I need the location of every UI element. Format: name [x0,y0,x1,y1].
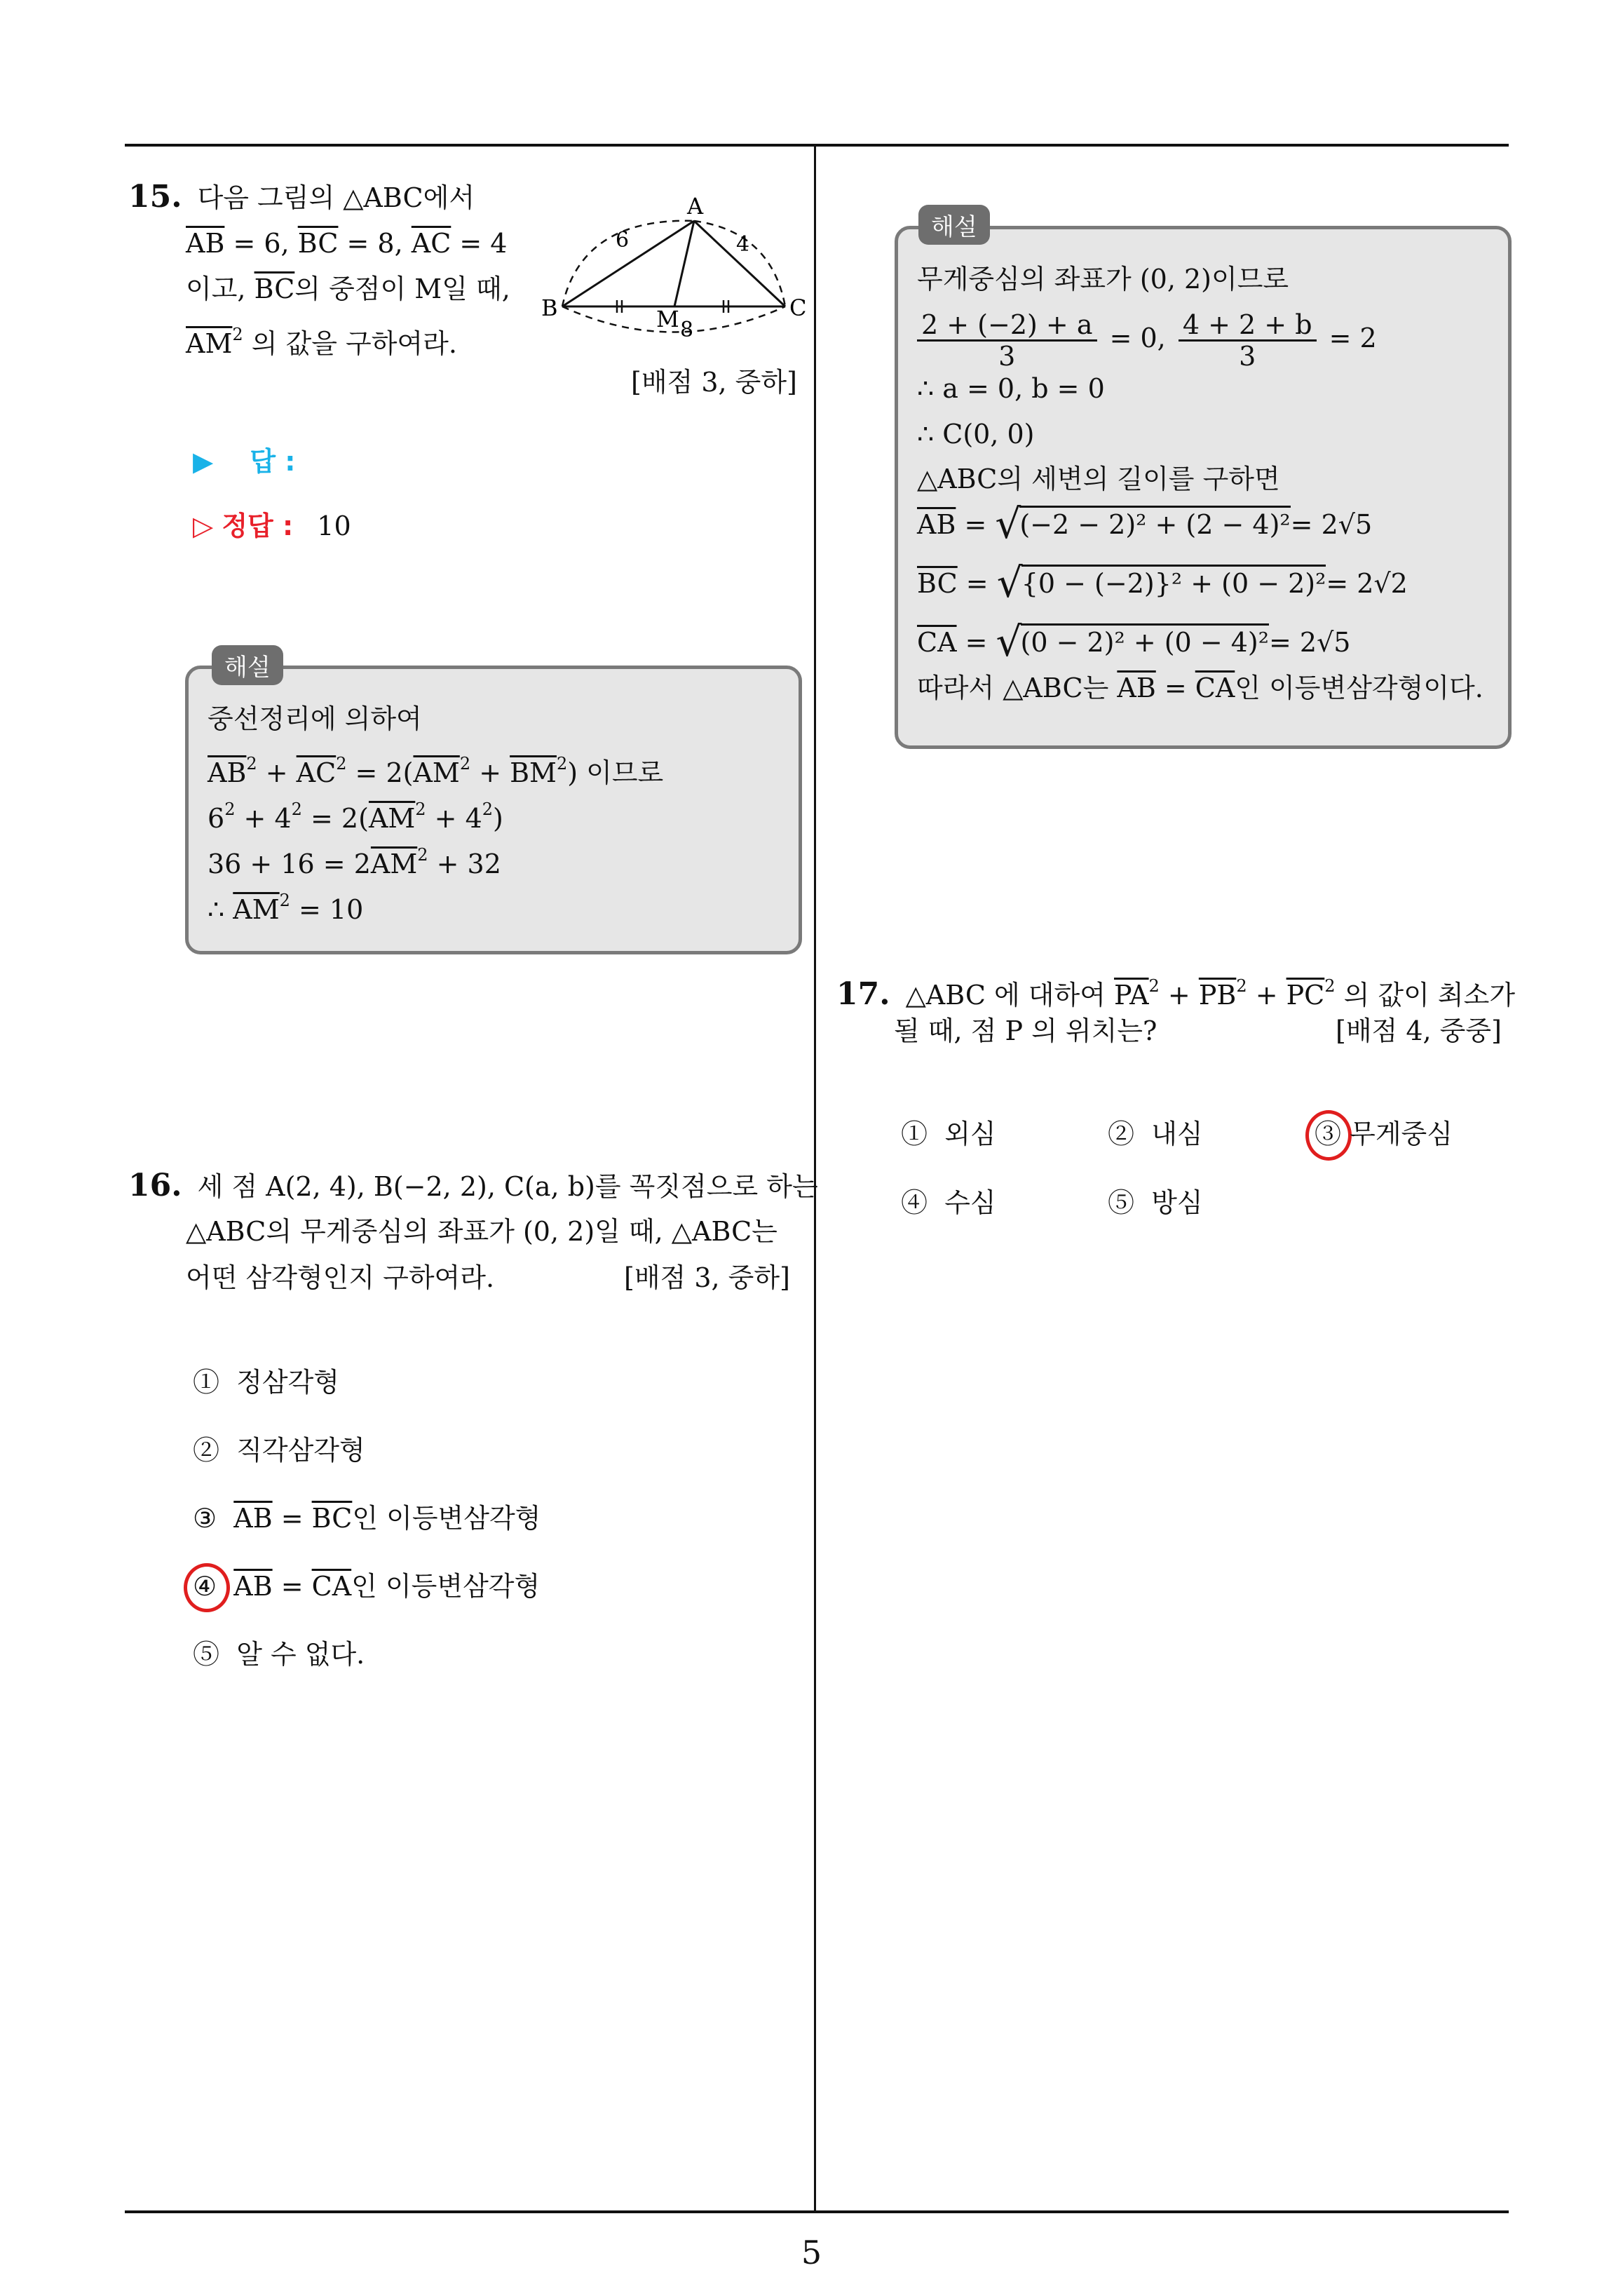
q15-sol-line5: ∴ $\overline{AM}^2 = 10$ [208,891,364,925]
label-side-ac: 4 [736,232,750,257]
q15-line2: $\overline{AB} = 6$, $\overline{BC} = 8$, $\overline{AC} = 4$ [186,228,508,259]
q15-sol-line4: $36 + 16 = 2\overline{AM}^2 + 32$ [208,845,501,879]
label-m: M [656,306,679,332]
q15-sol-line1: 중선정리에 의하여 [208,703,422,734]
label-side-ab: 6 [616,228,630,252]
q16-line1: 16. 세 점 A(2, 4), B(−2, 2), C(a, b)를 꼭짓점으로 하는 [128,1168,818,1203]
q17-line2: 될 때, 점 P 의 위치는? [894,1015,1157,1046]
bottom-rule [125,2210,1509,2213]
q15-correct-line [193,510,351,542]
q16-sol-ab: $\overline{AB} = √(-2 - 2)^2 + (2 - 4)^2= 2√5$ [917,500,1373,548]
q17-option-5[interactable]: ⑤ 방심 [1108,1187,1203,1218]
q17-option-2[interactable]: ② 내심 [1108,1119,1203,1149]
q15-sol-line2: $\overline{AB}^2 + \overline{AC}^2 = 2(\overline{AM}^2 + \overline{BM}^2)$ 이므로 [208,754,664,788]
label-b: B [541,295,558,321]
label-side-bc: 8 [680,318,694,342]
q17-option-3[interactable]: ③ 무게중심 [1315,1119,1453,1149]
q17-option-4[interactable]: ④ 수심 [901,1187,996,1218]
correct-arrow-icon: ▷ [193,511,214,541]
answer-label: 답 : [250,446,296,477]
q15-line1: 15. 다음 그림의 △ABC에서 [128,179,475,215]
q15-meta: [배점 3, 중하] [631,367,797,398]
q16-option-3[interactable]: ③ $\overline{AB} = \overline{BC}$인 이등변삼각형 [193,1503,541,1534]
q16-option-4[interactable]: ④ $\overline{AB} = \overline{CA}$인 이등변삼각형 [193,1571,541,1602]
q16-sol-ca: $\overline{CA} = √(0 - 2)^2 + (0 - 4)^2= 2√5$ [917,618,1351,666]
q17-line1: 17. △ABC 에 대하여 $\overline{PA}^2 + \overline{PB}^2 + \overline{PC}^2$ 의 값이 최소가 [836,976,1516,1012]
q16-sol-line1: 무게중심의 좌표가 (0, 2)이므로 [917,264,1289,295]
q17-meta: [배점 4, 중중] [1336,1015,1502,1046]
q16-sol-line5: △ABC의 세변의 길이를 구하면 [917,464,1280,494]
q15-answer-line [193,445,295,478]
q15-line3: 이고, $\overline{BC}$의 중점이 M일 때, [186,274,510,304]
q16-line3: 어떤 삼각형인지 구하여라. [186,1262,495,1293]
q17-number: 17. [836,976,890,1012]
q16-number: 16. [128,1168,182,1203]
answer-arrow-icon: ▶ [193,446,214,477]
correct-value: 10 [317,511,351,541]
top-rule [125,144,1509,147]
q16-sol-bc: $\overline{BC} = √\{0 - (-2)\}^2 + (0 - 2)^2= 2√2$ [917,559,1408,607]
q16-option-1[interactable]: ① 정삼각형 [193,1367,340,1398]
q16-option-5[interactable]: ⑤ 알 수 없다. [193,1639,365,1670]
q15-sol-line3: $6^2 + 4^2 = 2(\overline{AM}^2 + 4^2)$ [208,799,503,834]
q15-triangle-figure [540,189,813,344]
q17-option-1[interactable]: ① 외심 [901,1119,996,1149]
q16-sol-line4: ∴ C(0, 0) [917,419,1035,450]
q16-option-2[interactable]: ② 직각삼각형 [193,1435,365,1466]
q16-sol-conclusion: 따라서 △ABC는 $\overline{AB} = \overline{CA}$인 이등변삼각형이다. [917,673,1483,703]
q15-number: 15. [128,179,182,215]
q15-solution-tag: 해설 [212,645,283,685]
q16-solution-tag: 해설 [918,205,990,245]
q16-sol-fractions: $\frac{2 + (-2) + a}{3}$ = 0, $\frac{4 + 2 + b}{3}$ = 2 [917,309,1377,371]
q16-meta: [배점 3, 중하] [624,1262,790,1293]
median-am [674,221,694,306]
label-a: A [687,193,704,220]
page-number: 5 [801,2234,822,2271]
label-c: C [789,295,807,321]
q16-line2: △ABC의 무게중심의 좌표가 (0, 2)일 때, △ABC는 [186,1216,777,1247]
correct-label: 정답 : [222,511,294,541]
q15-line4: $\overline{AM}^2$ 의 값을 구하여라. [186,325,457,359]
q16-sol-line3: ∴ a = 0, b = 0 [917,373,1105,404]
